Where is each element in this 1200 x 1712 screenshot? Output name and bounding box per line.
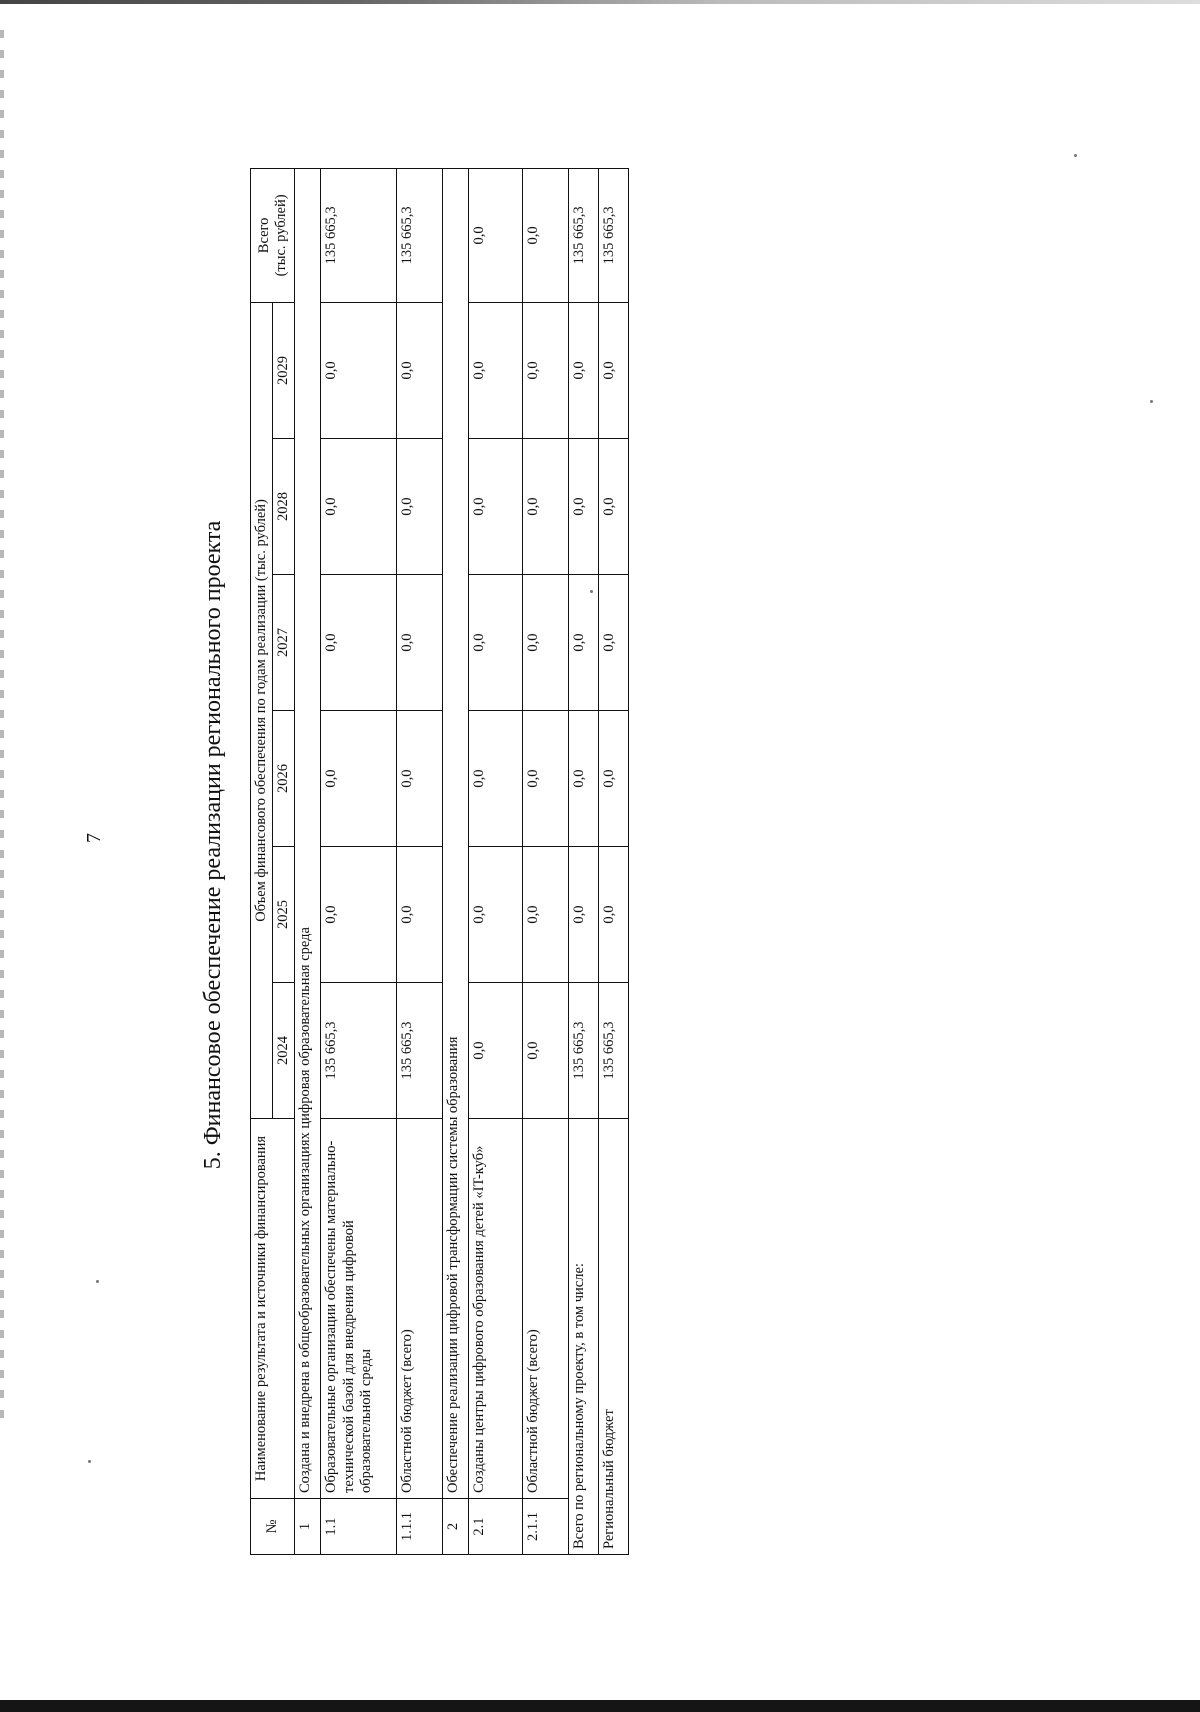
summary-value: 0,0: [599, 575, 629, 711]
header-no: №: [251, 1499, 295, 1555]
document-title: 5. Финансовое обеспечение реализации регионального проекта: [200, 520, 226, 1170]
row-no: 1.1: [321, 1499, 397, 1555]
row-value: 0,0: [523, 439, 569, 575]
row-value: 0,0: [523, 983, 569, 1119]
summary-row: [569, 168, 599, 1554]
summary-value: 0,0: [569, 439, 599, 575]
section-no: 2: [443, 1499, 469, 1555]
row-value: 0,0: [469, 439, 523, 575]
row-value: 0,0: [397, 711, 443, 847]
row-total: 135 665,3: [397, 168, 443, 302]
summary-value: 0,0: [569, 575, 599, 711]
row-total: 135 665,3: [321, 168, 397, 302]
header-year: 2026: [273, 711, 295, 847]
row-no: 2.1.1: [523, 1499, 569, 1555]
row-value: 0,0: [397, 575, 443, 711]
header-total-line1: Всего: [255, 217, 272, 254]
row-value: 0,0: [469, 847, 523, 983]
summary-label: Всего по региональному проекту, в том числе:: [569, 1119, 599, 1555]
summary-value: 0,0: [569, 302, 599, 438]
scan-edge-left: [0, 30, 4, 1430]
row-value: 0,0: [523, 711, 569, 847]
header-total: [251, 168, 295, 302]
scan-edge-top: [0, 0, 1200, 4]
header-group: Объем финансового обеспечения по годам реализации (тыс. рублей): [251, 302, 273, 1118]
scan-speck: [1150, 400, 1153, 403]
row-value: 0,0: [397, 847, 443, 983]
row-no: 2.1: [469, 1499, 523, 1555]
summary-value: 135 665,3: [599, 983, 629, 1119]
table-row: [523, 168, 569, 1554]
scan-edge-bottom: [0, 1700, 1200, 1712]
section-no: 1: [295, 1499, 321, 1555]
header-total-line2: (тыс. рублей): [272, 194, 289, 277]
row-name: Образовательные организации обеспечены материально-технической базой для внедрения цифровой образовательной среды: [321, 1119, 397, 1499]
header-name: Наименование результата и источники финансирования: [251, 1119, 295, 1499]
summary-value: 0,0: [599, 439, 629, 575]
row-no: 1.1.1: [397, 1499, 443, 1555]
row-total: 0,0: [469, 168, 523, 302]
row-name: Областной бюджет (всего): [397, 1119, 443, 1499]
row-value: 0,0: [321, 847, 397, 983]
section-title: Создана и внедрена в общеобразовательных организациях цифровая образовательная среда: [295, 168, 321, 1498]
row-name: Созданы центры цифрового образования детей «IT-куб»: [469, 1119, 523, 1499]
row-value: 0,0: [321, 439, 397, 575]
section-row: [443, 168, 469, 1554]
summary-label: Региональный бюджет: [599, 1119, 629, 1555]
row-value: 0,0: [523, 575, 569, 711]
row-value: 135 665,3: [321, 983, 397, 1119]
summary-value: 0,0: [569, 711, 599, 847]
summary-value: 0,0: [599, 302, 629, 438]
row-value: 0,0: [469, 302, 523, 438]
header-year: 2025: [273, 847, 295, 983]
row-total: 0,0: [523, 168, 569, 302]
row-value: 135 665,3: [397, 983, 443, 1119]
financing-table: [250, 168, 629, 1555]
header-year: 2024: [273, 983, 295, 1119]
table-row: [397, 168, 443, 1554]
section-row: [295, 168, 321, 1554]
row-value: 0,0: [397, 302, 443, 438]
summary-row: [599, 168, 629, 1554]
scan-speck: [88, 1460, 91, 1463]
section-title: Обеспечение реализации цифровой трансформации системы образования: [443, 168, 469, 1498]
row-value: 0,0: [469, 983, 523, 1119]
header-row: [251, 168, 273, 1554]
scan-speck: [96, 1280, 99, 1283]
page-number: 7: [83, 833, 105, 843]
header-year: 2028: [273, 439, 295, 575]
row-name: Областной бюджет (всего): [523, 1119, 569, 1499]
row-value: 0,0: [321, 711, 397, 847]
scan-speck: [1074, 154, 1077, 157]
row-value: 0,0: [321, 575, 397, 711]
summary-value: 0,0: [569, 847, 599, 983]
header-year: 2027: [273, 575, 295, 711]
table-row: [469, 168, 523, 1554]
header-year: 2029: [273, 302, 295, 438]
row-value: 0,0: [523, 847, 569, 983]
table-row: [321, 168, 397, 1554]
row-value: 0,0: [523, 302, 569, 438]
row-value: 0,0: [321, 302, 397, 438]
row-value: 0,0: [397, 439, 443, 575]
summary-value: 135 665,3: [569, 983, 599, 1119]
rotated-page: [190, 105, 650, 1585]
summary-value: 0,0: [599, 847, 629, 983]
summary-total: 135 665,3: [569, 168, 599, 302]
row-value: 0,0: [469, 575, 523, 711]
row-value: 0,0: [469, 711, 523, 847]
summary-total: 135 665,3: [599, 168, 629, 302]
summary-value: 0,0: [599, 711, 629, 847]
